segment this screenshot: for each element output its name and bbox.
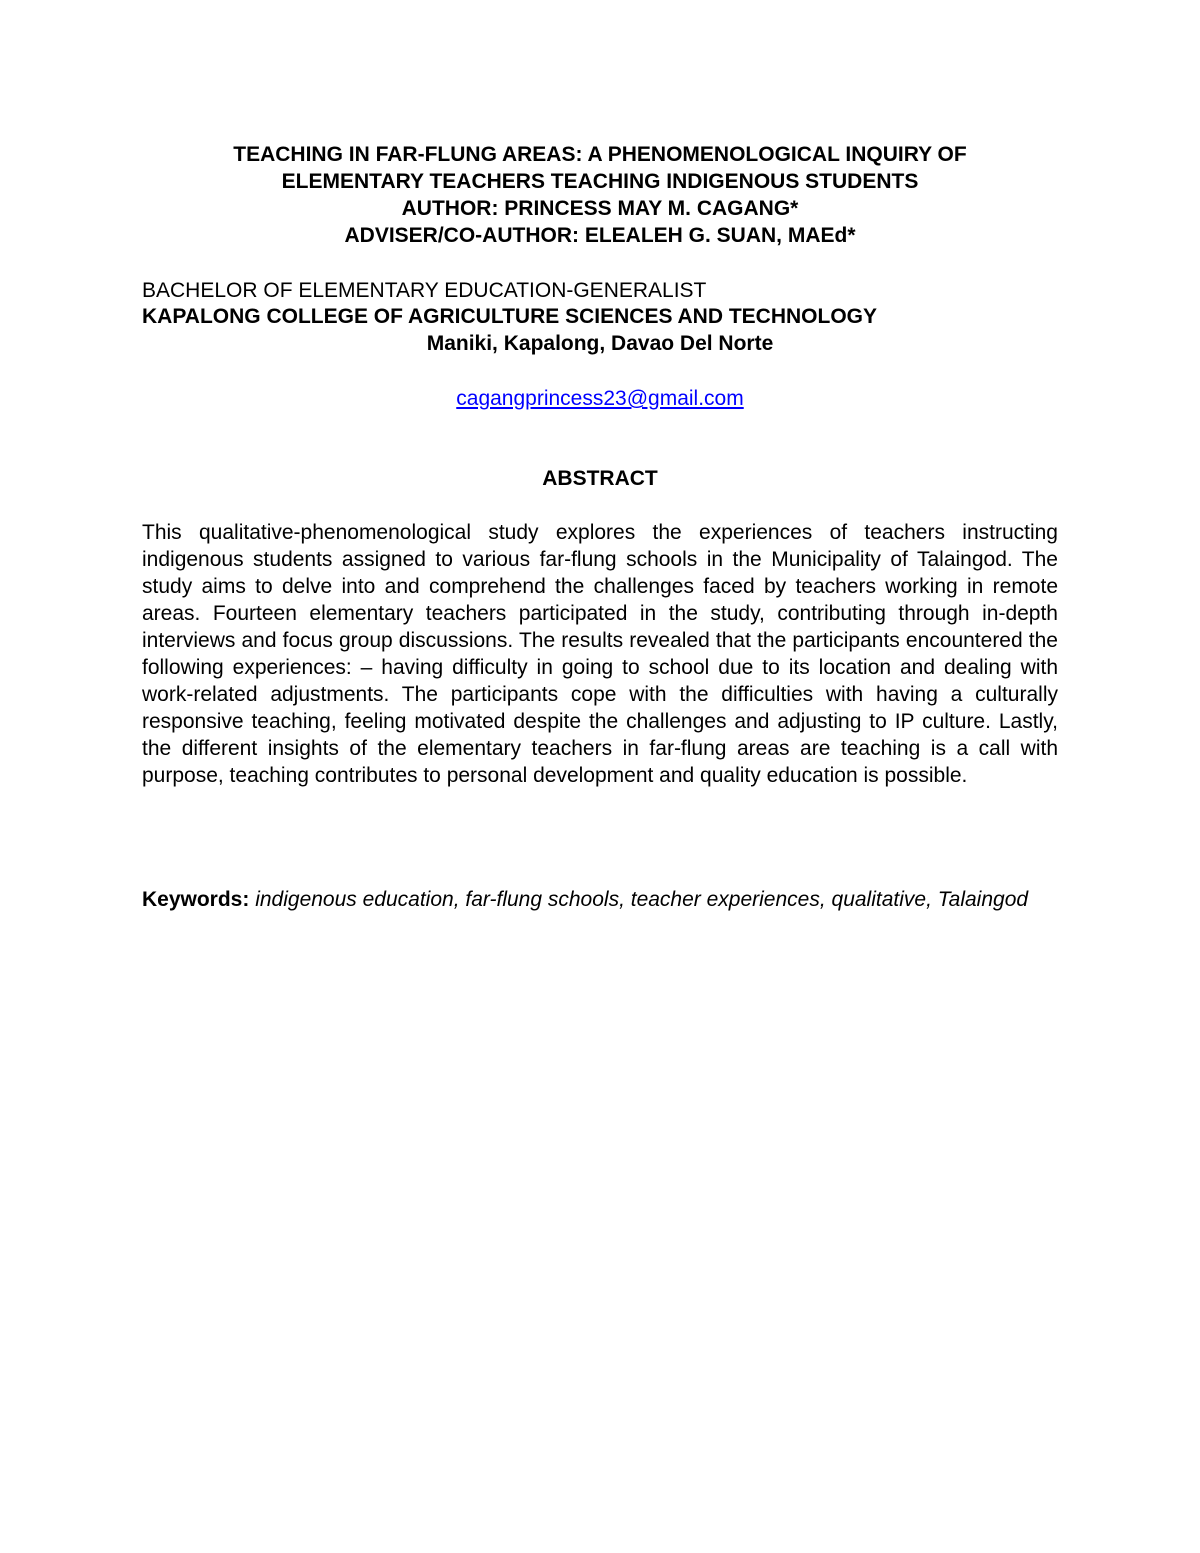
paper-title-line-1: TEACHING IN FAR-FLUNG AREAS: A PHENOMENOLOGICAL INQUIRY OF (233, 143, 967, 166)
author-line: AUTHOR: PRINCESS MAY M. CAGANG* (401, 197, 799, 220)
keywords-list: indigenous education, far-flung schools, teacher experiences, qualitative, Talaingod (255, 888, 1029, 911)
email-container (0, 386, 1200, 412)
program-name: BACHELOR OF ELEMENTARY EDUCATION-GENERALIST (142, 279, 707, 302)
college-name: KAPALONG COLLEGE OF AGRICULTURE SCIENCES AND TECHNOLOGY (142, 305, 878, 328)
keywords-label: Keywords: (142, 888, 250, 911)
paper-title-block (0, 141, 1200, 249)
keywords-paragraph (142, 886, 1058, 913)
abstract-body: This qualitative-phenomenological study explores the experiences of teachers instructing indigenous students assigned to various far-flung schools in the Municipality of Talaingod. The study aims to delve into and comprehend the challenges faced by teachers working in remote areas. Fourteen elementary teachers participated in the study, contributing through in-depth interviews and focus group discussions. The results revealed that the participants encountered the following experiences: – having difficulty in going to school due to its location and dealing with work-related adjustments. The participants cope with the difficulties with having a culturally responsive teaching, feeling motivated despite the challenges and adjusting to IP culture. Lastly, the different insights of the elementary teachers in far-flung areas are teaching is a call with purpose, teaching contributes to personal development and quality education is possible. (142, 521, 1058, 787)
adviser-line: ADVISER/CO-AUTHOR: ELEALEH G. SUAN, MAEd* (344, 224, 856, 247)
college-location: Maniki, Kapalong, Davao Del Norte (426, 332, 774, 355)
abstract-heading: ABSTRACT (542, 467, 658, 490)
paper-title-line-2: ELEMENTARY TEACHERS TEACHING INDIGENOUS STUDENTS (281, 170, 919, 193)
email-link[interactable]: cagangprincess23@gmail.com (456, 387, 744, 410)
